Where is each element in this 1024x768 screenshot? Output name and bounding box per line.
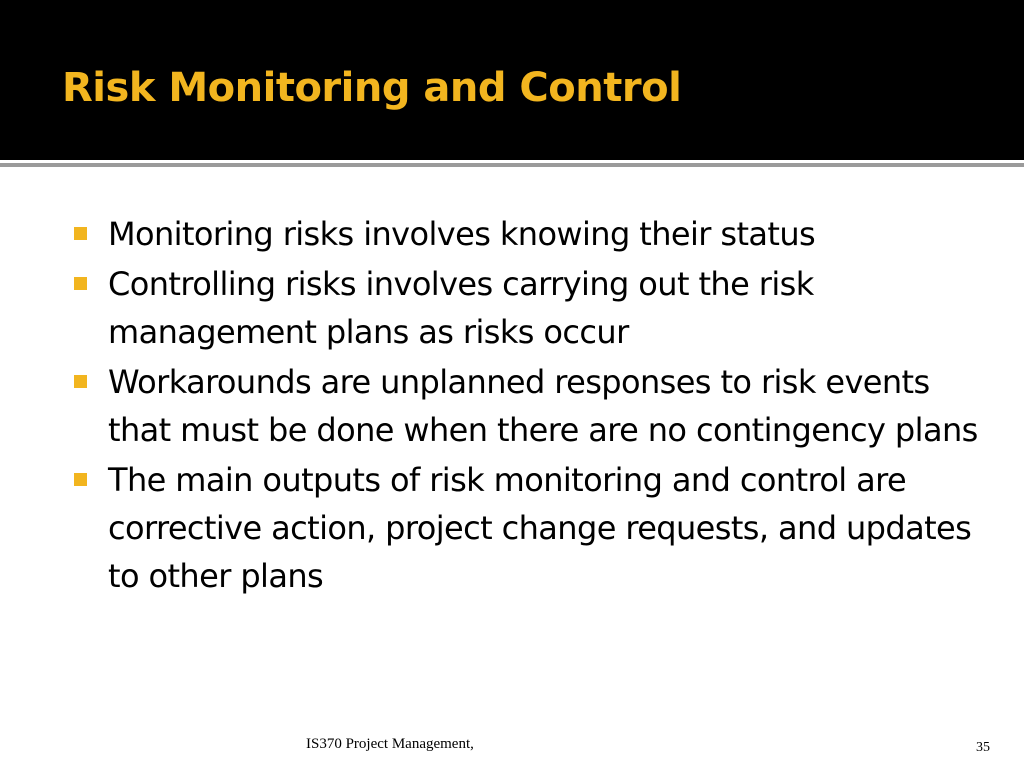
- bullet-item: [70, 456, 990, 600]
- title-bar: [0, 0, 1024, 160]
- bullet-item: [70, 358, 990, 454]
- bullet-item: [70, 260, 990, 356]
- bullet-text: Workarounds are unplanned responses to risk events that must be done when there are no contingency plans: [108, 363, 978, 449]
- bullet-text: Controlling risks involves carrying out the risk management plans as risks occur: [108, 265, 814, 351]
- square-bullet-icon: [74, 277, 87, 290]
- bullet-item: [70, 210, 990, 258]
- bullet-list: [70, 210, 990, 602]
- bullet-text: Monitoring risks involves knowing their status: [108, 215, 816, 253]
- square-bullet-icon: [74, 227, 87, 240]
- slide-title: Risk Monitoring and Control: [62, 65, 682, 111]
- square-bullet-icon: [74, 473, 87, 486]
- title-divider-gray: [0, 163, 1024, 167]
- square-bullet-icon: [74, 375, 87, 388]
- bullet-text: The main outputs of risk monitoring and control are corrective action, project change requests, and updates to other plans: [108, 461, 972, 595]
- footer-course-label: IS370 Project Management,: [306, 736, 474, 752]
- page-number: 35: [976, 740, 990, 755]
